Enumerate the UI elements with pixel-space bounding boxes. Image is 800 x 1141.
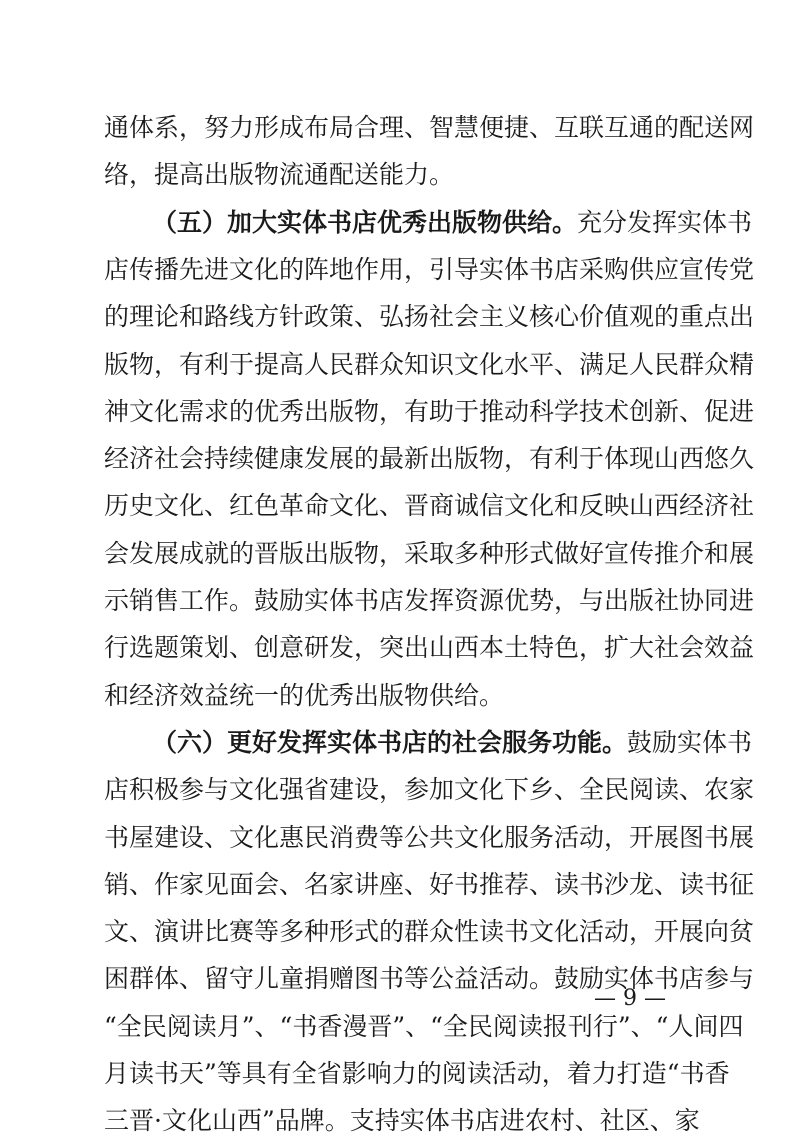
text-line-6: 版物，有利于提高人民群众知识文化水平、满足人民群众精 [104,350,755,379]
text-line-15: 店积极参与文化强省建设，参加文化下乡、全民阅读、农家 [104,775,755,804]
text-line-7: 神文化需求的优秀出版物，有助于推动科学技术创新、促进 [104,397,755,426]
text-line-8: 经济社会持续健康发展的最新出版物，有利于体现山西悠久 [104,444,755,473]
text-line-20: “全民阅读月”、“书香漫晋”、“全民阅读报刊行”、“人间四 [104,1012,744,1041]
text-line-5: 的理论和路线方针政策、弘扬社会主义核心价值观的重点出 [104,302,755,331]
text-line-21: 月读书天”等具有全省影响力的阅读活动，着力打造“书香 [104,1059,730,1088]
text-line-9: 历史文化、红色革命文化、晋商诚信文化和反映山西经济社 [104,491,755,520]
text-line-22: 三晋·文化山西”品牌。支持实体书店进农村、社区、家 [104,1106,700,1135]
section-5-heading: （五）加大实体书店优秀出版物供给。 [152,208,578,237]
text-line-2: 络，提高出版物流通配送能力。 [104,160,455,189]
text-line-17: 销、作家见面会、名家讲座、好书推荐、读书沙龙、读书征 [104,870,755,899]
section-6-heading: （六）更好发挥实体书店的社会服务功能。 [152,728,628,757]
page-number: — 9 — [594,986,666,1011]
text-line-4: 店传播先进文化的阵地作用，引导实体书店采购供应宣传党 [104,255,755,284]
text-line-13: 和经济效益统一的优秀出版物供给。 [104,681,505,710]
text-line-19: 困群体、留守儿童捐赠图书等公益活动。鼓励实体书店参与 [104,964,755,993]
text-line-11: 示销售工作。鼓励实体书店发挥资源优势，与出版社协同进 [104,586,755,615]
text-line-12: 行选题策划、创意研发，突出山西本土特色，扩大社会效益 [104,633,755,662]
text-line-18: 文、演讲比赛等多种形式的群众性读书文化活动，开展向贫 [104,917,755,946]
section-6-heading-line: （六）更好发挥实体书店的社会服务功能。鼓励实体书 [152,728,753,757]
text-line-1: 通体系，努力形成布局合理、智慧便捷、互联互通的配送网 [104,113,755,142]
text-line-10: 会发展成就的晋版出版物，采取多种形式做好宣传推介和展 [104,539,755,568]
text-line-16: 书屋建设、文化惠民消费等公共文化服务活动，开展图书展 [104,823,755,852]
section-5-heading-line: （五）加大实体书店优秀出版物供给。充分发挥实体书 [152,208,753,237]
